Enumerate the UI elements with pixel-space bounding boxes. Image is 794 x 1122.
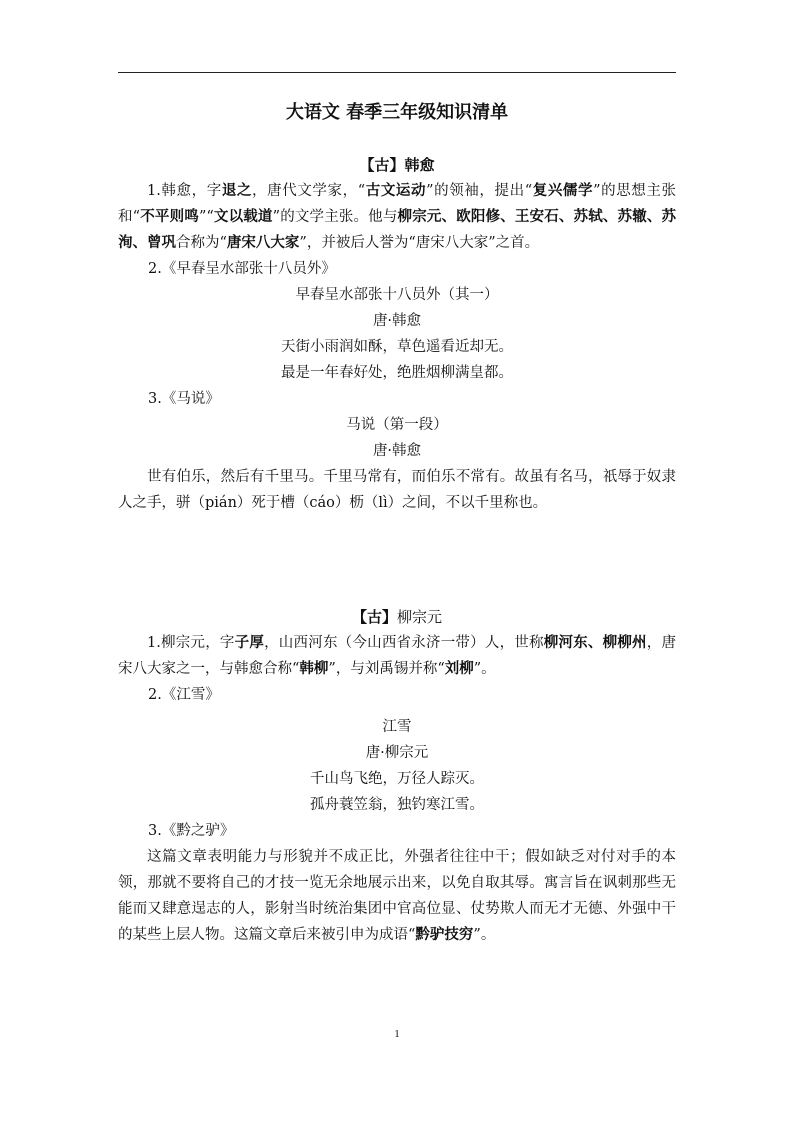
list-item: 3.《黔之驴》	[148, 823, 235, 839]
text-run: 1.韩愈，字	[147, 183, 222, 199]
text-run: ”。	[473, 661, 496, 677]
intro-paragraph	[118, 178, 676, 256]
text-run: 合称为“	[176, 235, 227, 251]
poem-line: 最是一年春好处，绝胜烟柳满皇都。	[281, 365, 513, 381]
text-run: ”的领袖，提出“	[426, 183, 533, 199]
bold-term: 黔驴技穷	[415, 927, 474, 943]
section-han-yu	[118, 154, 676, 516]
poem-line: 天街小雨润如酥，草色遥看近却无。	[281, 339, 513, 355]
text-run: ”“	[198, 209, 214, 225]
heading-tag: 【古】	[359, 156, 405, 174]
bold-term: 文以载道	[213, 209, 273, 225]
bold-term: 复兴儒学	[532, 183, 594, 199]
bold-term: 柳宗元、欧阳修、王安石、苏轼、苏辙、苏洵、曾巩	[118, 209, 677, 251]
poem-title: 早春呈水部张十八员外（其一）	[295, 287, 499, 303]
bold-term: 子厚	[234, 635, 265, 651]
poem-line: 孤舟蓑笠翁，独钓寒江雪。	[310, 797, 484, 813]
prose-title: 马说（第一段）	[346, 417, 448, 433]
text-run: ”的文学主张。他与	[272, 209, 398, 225]
list-item: 2.《江雪》	[148, 687, 220, 703]
text-run: ”，与刘禹锡并称“	[328, 661, 445, 677]
heading-tag: 【古】	[351, 608, 397, 626]
intro-paragraph	[118, 630, 676, 682]
text-run: ，唐宋八大家之一，与韩愈合称“	[118, 635, 676, 677]
poem-author: 唐·柳宗元	[365, 745, 429, 761]
bold-term: 古文运动	[365, 183, 427, 199]
body-paragraph	[118, 844, 676, 948]
text-run: ，唐代文学家，“	[252, 183, 366, 199]
section-heading	[118, 606, 676, 627]
bold-term: 退之	[221, 183, 253, 199]
list-item: 2.《早春呈水部张十八员外》	[148, 261, 336, 277]
poem-line: 千山鸟飞绝，万径人踪灭。	[310, 771, 484, 787]
section-heading	[118, 154, 676, 175]
prose-author: 唐·韩愈	[372, 443, 422, 459]
text-run: ”，并被后人誉为“唐宋八大家”之首。	[299, 235, 540, 251]
list-item: 3.《马说》	[148, 391, 220, 407]
poem-author: 唐·韩愈	[372, 313, 422, 329]
text-run: ”。	[473, 927, 496, 943]
heading-name: 韩愈	[404, 156, 435, 174]
heading-name: 柳宗元	[397, 608, 443, 626]
bold-term: 唐宋八大家	[226, 235, 300, 251]
bold-term: 不平则鸣	[140, 209, 199, 225]
page-title: 大语文 春季三年级知识清单	[285, 102, 509, 123]
bold-term: 刘柳	[444, 661, 474, 677]
text-run: ”的思想主张和“	[118, 183, 677, 225]
section-liu-zongyuan	[118, 606, 676, 948]
page-number: 1	[394, 1028, 400, 1040]
prose-text: 世有伯乐，然后有千里马。千里马常有，而伯乐不常有。故虽有名马，祇辱于奴隶人之手，骈（pián）死于槽（cáo）枥（lì）之间，不以千里称也。	[118, 469, 676, 511]
header-rule	[118, 72, 676, 73]
text-run: 1.柳宗元，字	[147, 635, 235, 651]
bold-term: 柳河东、柳柳州	[543, 635, 647, 651]
poem-title: 江雪	[382, 719, 412, 735]
text-run: ，山西河东（今山西省永济一带）人，世称	[264, 635, 544, 651]
bold-term: 韩柳	[299, 661, 329, 677]
text-run: 这篇文章表明能力与形貌并不成正比，外强者往往中干；假如缺乏对付对手的本领，那就不要将自己的才技一览无余地展示出来，以免自取其辱。寓言旨在讽刺那些无能而又肆意逞志的人，影射当时统治集团中官高位显、仗势欺人而无才无德、外强中干的某些上层人物。这篇文章后来被引申为成语“	[118, 849, 676, 943]
